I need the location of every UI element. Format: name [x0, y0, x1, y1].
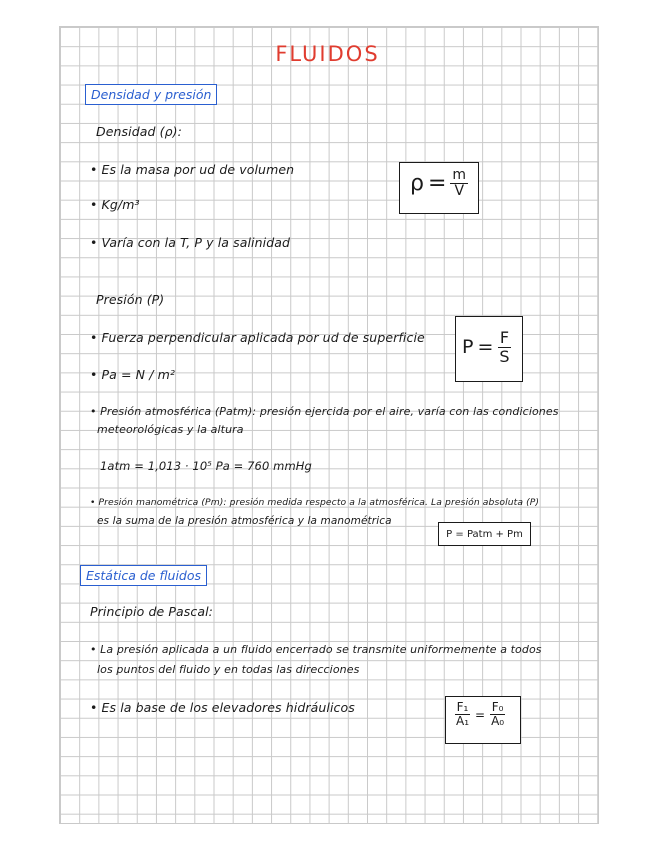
- densidad-bullet-2: • Kg/m³: [90, 197, 140, 212]
- presion-bullet-1: • Fuerza perpendicular aplicada por ud de superficie: [90, 330, 425, 345]
- formula-a1: A₁: [456, 714, 470, 729]
- page-title: FLUIDOS: [275, 42, 380, 66]
- formula-p: P: [462, 336, 474, 359]
- densidad-heading: Densidad (ρ):: [96, 124, 182, 139]
- section-heading-densidad-presion: Densidad y presión: [85, 84, 217, 105]
- densidad-formula-box: ρ = $\frac{m}{V}$: [399, 162, 479, 214]
- formula-force: F: [499, 328, 510, 347]
- atm-equivalence: 1atm = 1,013 · 10⁵ Pa = 760 mmHg: [100, 459, 312, 473]
- pascal-bullet-1-line-1: • La presión aplicada a un fluido encerrado se transmite uniformemente a todos: [90, 643, 542, 656]
- presion-formula-box: P = $\frac{F}{S}$: [455, 316, 523, 382]
- formula-volume: V: [454, 183, 465, 200]
- formula-f0: F₀: [491, 700, 504, 714]
- formula-rho: ρ: [410, 171, 424, 197]
- formula-mass: m: [452, 167, 467, 183]
- presion-bullet-2: • Pa = N / m²: [90, 367, 175, 382]
- presion-bullet-3-line-2: meteorológicas y la altura: [97, 423, 244, 436]
- presion-bullet-4-line-2: es la suma de la presión atmosférica y la manométrica: [97, 515, 392, 527]
- formula-surface: S: [499, 346, 510, 366]
- presion-bullet-3-line-1: • Presión atmosférica (Patm): presión ejercida por el aire, varía con las condiciones: [90, 405, 559, 418]
- presion-absoluta-box: P = Patm + Pm: [438, 522, 531, 546]
- densidad-bullet-1: • Es la masa por ud de volumen: [90, 162, 295, 177]
- pascal-formula-box: $\frac{\text{F₁}}{\text{A₁}}$ = $\frac{\text{F₀}}{\text{A₀}}$: [445, 696, 521, 744]
- densidad-bullet-3: • Varía con la T, P y la salinidad: [90, 235, 291, 250]
- pascal-bullet-2: • Es la base de los elevadores hidráulicos: [90, 700, 355, 715]
- presion-heading: Presión (P): [96, 292, 165, 307]
- formula-f1: F₁: [456, 700, 469, 714]
- pascal-heading: Principio de Pascal:: [90, 604, 213, 619]
- section-heading-estatica: Estática de fluidos: [80, 565, 207, 586]
- presion-bullet-4-line-1: • Presión manométrica (Pm): presión medida respecto a la atmosférica. La presión absoluta (P): [90, 497, 540, 508]
- pascal-bullet-1-line-2: los puntos del fluido y en todas las direcciones: [97, 663, 360, 676]
- formula-a0: A₀: [491, 714, 505, 729]
